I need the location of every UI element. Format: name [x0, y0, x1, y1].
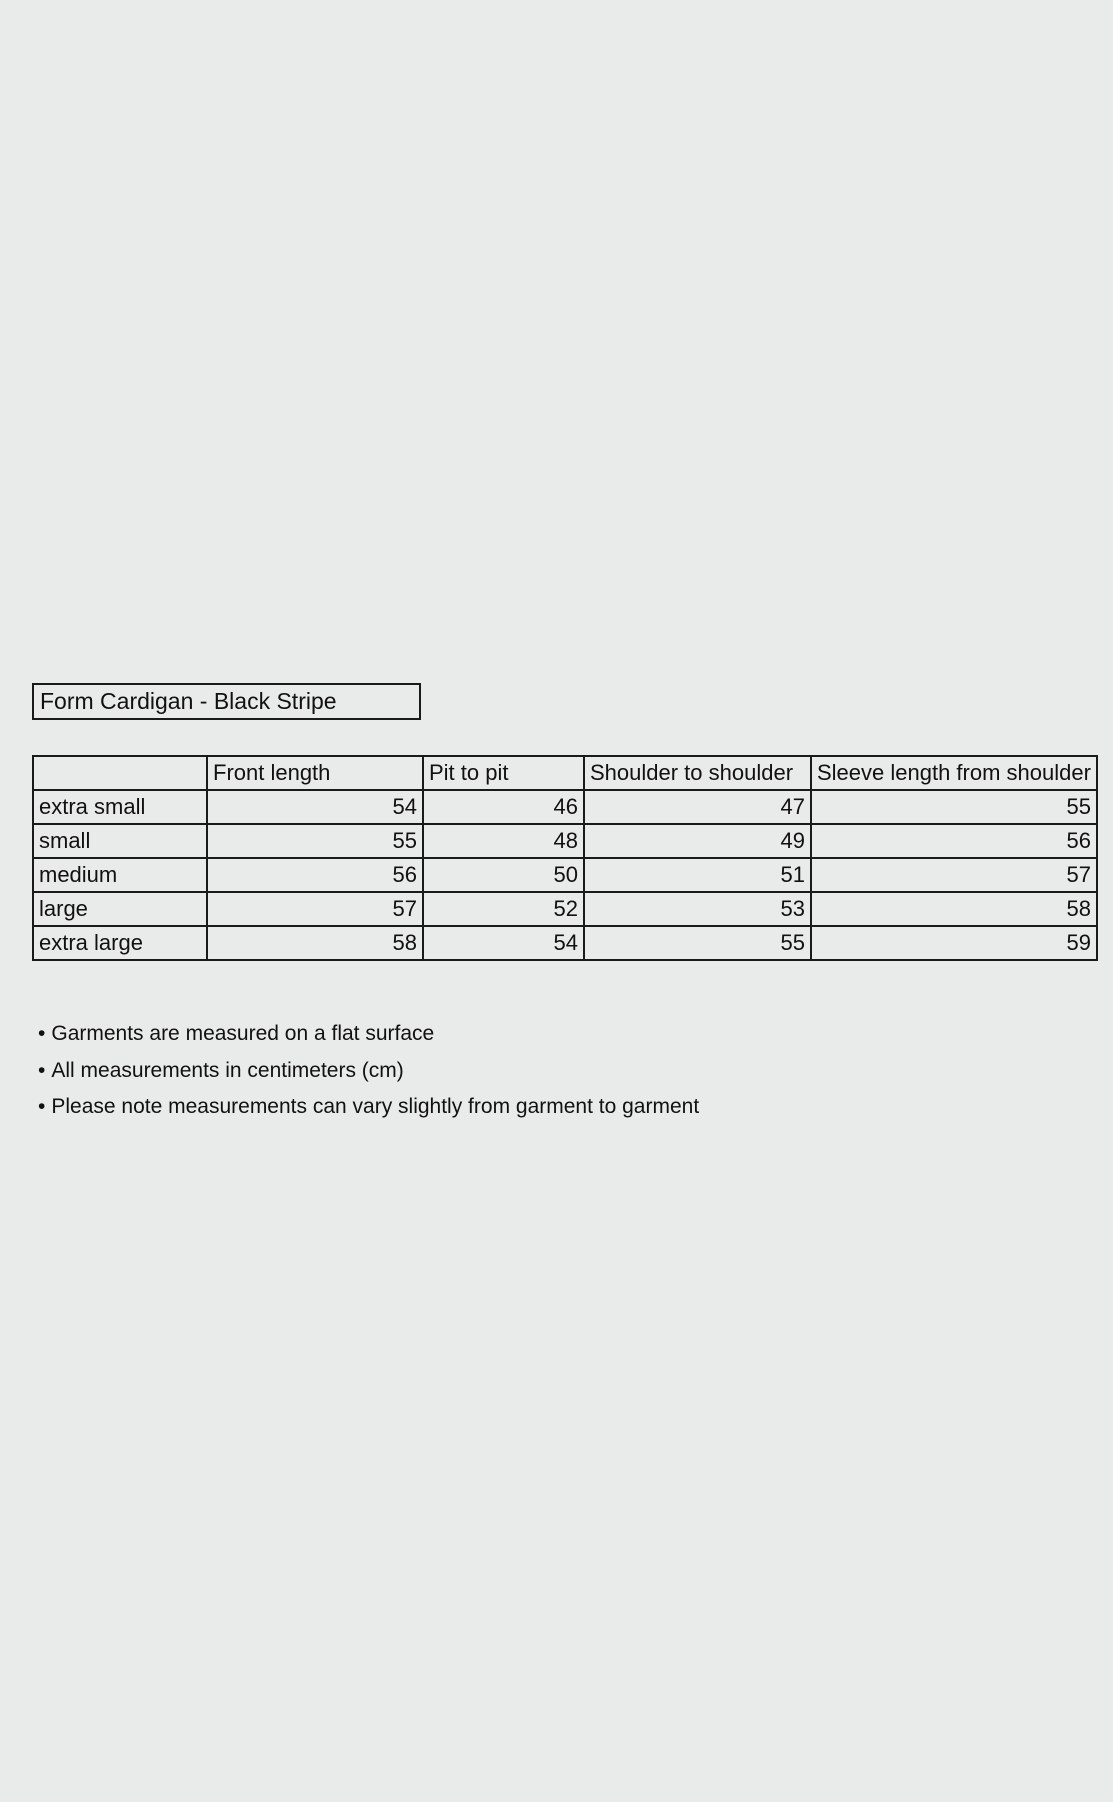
header-cell-sleeve-length: Sleeve length from shoulder — [811, 756, 1097, 790]
table-cell: 55 — [811, 790, 1097, 824]
header-cell-pit-to-pit: Pit to pit — [423, 756, 584, 790]
size-label: extra large — [33, 926, 207, 960]
measurement-notes — [38, 1016, 699, 1126]
table-cell: 48 — [423, 824, 584, 858]
table-cell: 59 — [811, 926, 1097, 960]
table-row — [33, 892, 1097, 926]
table-cell: 46 — [423, 790, 584, 824]
bullet-icon: • — [38, 1095, 46, 1118]
note-text: All measurements in centimeters (cm) — [51, 1058, 404, 1082]
table-cell: 49 — [584, 824, 811, 858]
table-cell: 53 — [584, 892, 811, 926]
table-row — [33, 926, 1097, 960]
table-row — [33, 790, 1097, 824]
header-cell-shoulder-to-shoulder: Shoulder to shoulder — [584, 756, 811, 790]
table-cell: 58 — [811, 892, 1097, 926]
note-text: Garments are measured on a flat surface — [51, 1022, 435, 1045]
table-cell: 55 — [584, 926, 811, 960]
table-cell: 56 — [207, 858, 423, 892]
size-label: extra small — [33, 790, 207, 824]
table-cell: 52 — [423, 892, 584, 926]
header-cell-front-length: Front length — [207, 756, 423, 790]
table-cell: 50 — [423, 858, 584, 892]
table-cell: 57 — [811, 858, 1097, 892]
table-row — [33, 824, 1097, 858]
table-cell: 55 — [207, 824, 423, 858]
table-cell: 54 — [423, 926, 584, 960]
bullet-icon: • — [38, 1058, 46, 1082]
page-title: Form Cardigan - Black Stripe — [32, 683, 421, 720]
table-cell: 57 — [207, 892, 423, 926]
table-cell: 47 — [584, 790, 811, 824]
note-item — [38, 1016, 699, 1053]
size-label: small — [33, 824, 207, 858]
note-item — [38, 1089, 699, 1126]
table-cell: 54 — [207, 790, 423, 824]
size-label: medium — [33, 858, 207, 892]
table-cell: 56 — [811, 824, 1097, 858]
table-cell: 51 — [584, 858, 811, 892]
size-label: large — [33, 892, 207, 926]
header-cell-empty — [33, 756, 207, 790]
table-row — [33, 858, 1097, 892]
bullet-icon: • — [38, 1022, 46, 1045]
note-item — [38, 1053, 699, 1090]
size-chart-table — [32, 755, 1098, 961]
note-text: Please note measurements can vary slightly from garment to garment — [51, 1095, 700, 1118]
table-cell: 58 — [207, 926, 423, 960]
table-header-row — [33, 756, 1097, 790]
